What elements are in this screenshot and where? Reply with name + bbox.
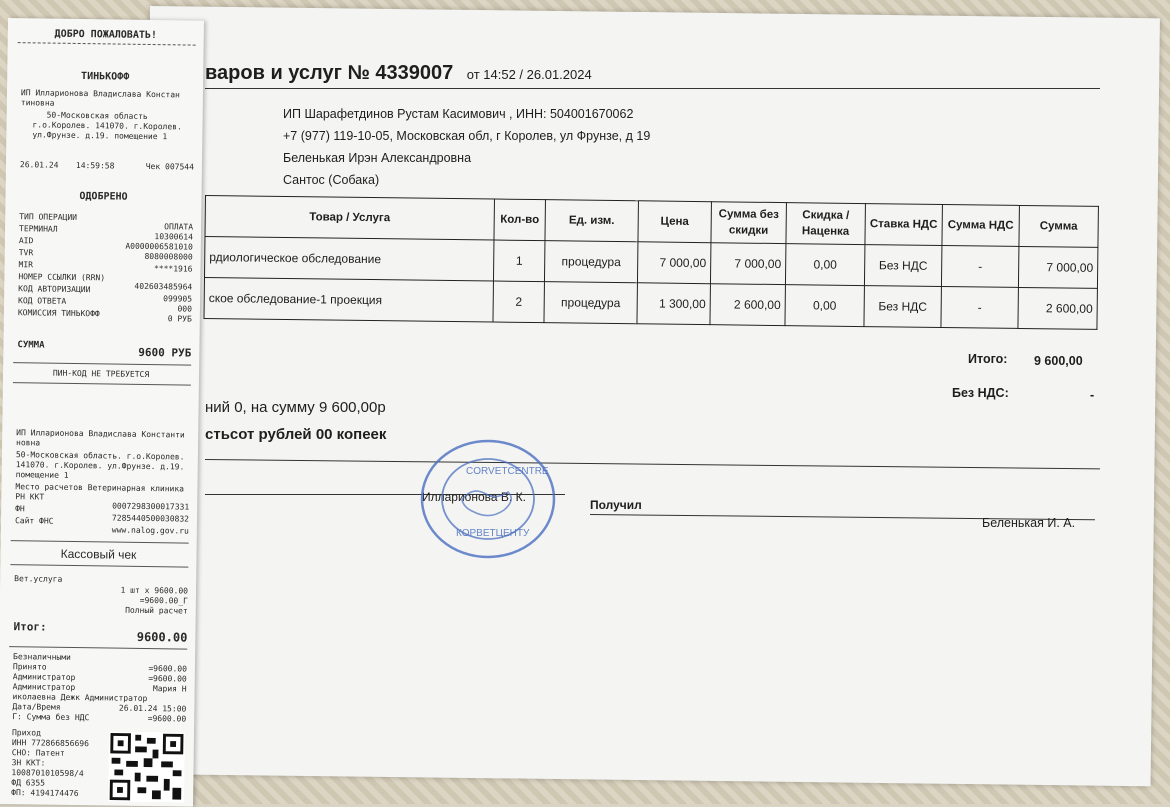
row-total: 2 600,00 — [1018, 287, 1097, 329]
col-header-price: Цена — [638, 201, 711, 243]
row-discount: 0,00 — [785, 285, 864, 327]
qr-code — [107, 731, 186, 802]
receipt-footer-line: 1008701010598/4 — [11, 768, 84, 779]
contacts-line: +7 (977) 119-10-05, Московская обл, г Королев, ул Фрунзе, д 19 — [283, 129, 651, 143]
receipt-org: 50-Московская область. г.о.Королев. — [15, 450, 185, 462]
receipt-pay-value: =9600.00 — [147, 714, 187, 724]
receipt-service: Вет.услуга — [14, 574, 63, 584]
receipt-bank: ТИНЬКОФФ — [81, 71, 130, 83]
row-vat-sum: - — [941, 246, 1018, 288]
receipt-field-label: КОМИССИЯ ТИНЬКОФФ — [17, 308, 100, 319]
col-header-discount: Скидка / Наценка — [786, 203, 865, 245]
receipt-footer-line: ЗН ККТ: — [11, 758, 46, 768]
receipt-address: г.о.Королев. 141070. г.Королев. — [32, 120, 182, 132]
row-price: 1 300,00 — [637, 283, 710, 325]
invoice-date: от 14:52 / 26.01.2024 — [466, 67, 592, 82]
row-qty: 1 — [493, 240, 544, 282]
receipt-field-label: MIR — [18, 260, 34, 270]
receipt-field-label: TVR — [18, 248, 34, 258]
receipt-field-value: 0 РУБ — [167, 314, 192, 324]
receipt-field-label: ТЕРМИНАЛ — [18, 224, 58, 234]
row-price: 7 000,00 — [637, 242, 710, 284]
invoice-header-info — [283, 103, 650, 191]
receipt-approved: ОДОБРЕНО — [79, 191, 128, 203]
receipt-itog-value: 9600.00 — [136, 629, 188, 645]
receipt-cash-title: Кассовый чек — [60, 546, 137, 562]
total-label: Итого: — [968, 352, 1008, 366]
client-line: Беленькая Ирэн Александровна — [283, 151, 472, 165]
row-total: 7 000,00 — [1018, 246, 1097, 288]
receipt-footer-line: Приход — [11, 728, 41, 738]
receipt-pay-label: иколаевна Дежк Администратор — [12, 692, 148, 704]
row-unit: процедура — [544, 241, 637, 283]
row-vat-sum: - — [941, 287, 1018, 329]
receipt-field-value: A0000006581010 — [125, 241, 193, 252]
receipt-sum-value: 9600 РУБ — [138, 345, 192, 360]
receipt-field-label: КОД АВТОРИЗАЦИИ — [18, 284, 91, 295]
receipt-kkt-value: www.nalog.gov.ru — [111, 525, 189, 536]
col-header-total: Сумма — [1019, 205, 1098, 247]
receipt-org: новна — [16, 438, 41, 448]
receipt-date: 26.01.24 — [19, 160, 59, 170]
stamp-text: CORVETCENTRE — [466, 466, 549, 477]
novat-label: Без НДС: — [952, 386, 1009, 400]
receipt-sum-label: СУММА — [17, 340, 45, 351]
col-header-vat-sum: Сумма НДС — [942, 205, 1019, 247]
receipt-divider — [13, 382, 191, 385]
received-label: Получил — [590, 498, 642, 512]
receipt-divider — [13, 362, 191, 365]
clinic-stamp — [418, 438, 558, 560]
receipt-pay-label: Дата/Время — [12, 702, 61, 712]
receipt-check-number: Чек 007544 — [145, 161, 194, 172]
row-sum-no-discount: 2 600,00 — [710, 284, 785, 326]
items-summary: ний 0, на сумму 9 600,00р — [205, 399, 386, 416]
receipt-pay-value: =9600.00 — [148, 674, 187, 684]
receipt-org: ИП Илларионова Владислава Константи — [16, 428, 185, 440]
row-qty: 2 — [493, 281, 544, 323]
invoice-number: варов и услуг № 4339007 — [205, 62, 454, 84]
receipt-field-label: ТИП ОПЕРАЦИИ — [19, 212, 78, 222]
row-item-name: рдиологическое обследование — [204, 237, 493, 282]
total-value: 9 600,00 — [1034, 354, 1083, 368]
row-sum-no-discount: 7 000,00 — [710, 243, 785, 285]
amount-in-words: стьсот рублей 00 копеек — [205, 426, 387, 443]
receipt-merchant: ИП Илларионова Владислава Констан — [20, 88, 180, 100]
payment-receipt — [0, 18, 204, 807]
receiver-name: Беленькая И. А. — [982, 516, 1076, 530]
receipt-field-label: НОМЕР ССЫЛКИ (RRN) — [18, 272, 106, 283]
col-header-vat-rate: Ставка НДС — [865, 204, 942, 246]
receipt-footer-line: ФД 6355 — [11, 778, 46, 788]
receipt-address: ул.Фрунзе. д.19. помещение 1 — [32, 130, 168, 142]
receipt-kkt-value: 0007298300017331 — [112, 501, 190, 512]
col-header-item: Товар / Услуга — [205, 196, 494, 241]
row-unit: процедура — [544, 282, 637, 324]
seller-line: ИП Шарафетдинов Рустам Касимович , ИНН: 504001670062 — [283, 107, 634, 121]
receipt-field-label: КОД ОТВЕТА — [17, 296, 67, 306]
receipt-pay-label: Администратор — [12, 672, 76, 683]
receipt-pin-note: ПИН-КОД НЕ ТРЕБУЕТСЯ — [52, 368, 150, 380]
col-header-qty: Кол-во — [494, 199, 545, 241]
novat-value: - — [1090, 388, 1095, 402]
receipt-pay-label: Безналичными — [13, 652, 71, 662]
items-table — [203, 195, 1098, 330]
row-vat-rate: Без НДС — [864, 286, 941, 328]
title-underline — [205, 88, 1100, 89]
receipt-field-value: 402603485964 — [134, 281, 193, 292]
receipt-welcome: ДОБРО ПОЖАЛОВАТЬ! — [54, 28, 158, 42]
receipt-org: помещение 1 — [15, 470, 69, 480]
receipt-divider — [10, 564, 188, 567]
receipt-pay-label: Принято — [12, 662, 47, 672]
invoice-title — [205, 62, 592, 85]
receipt-divider — [11, 540, 189, 543]
receipt-dash-divider — [18, 42, 196, 45]
receipt-field-value: ОПЛАТА — [164, 222, 194, 232]
receipt-kkt-label: ФН — [15, 504, 25, 514]
receipt-footer-line: СНО: Патент — [11, 748, 65, 758]
receipt-kkt-label: Сайт ФНС — [14, 516, 54, 526]
receipt-time: 14:59:58 — [75, 160, 115, 171]
receipt-footer-line: ИНН 772866856696 — [11, 738, 90, 749]
receipt-field-value: 099905 — [163, 294, 193, 304]
receipt-pay-value: Мария Н — [152, 684, 187, 694]
receipt-kkt-label: РН ККТ — [15, 492, 45, 502]
receipt-item-total: =9600.00_Г — [139, 595, 188, 606]
receipt-field-value: 10300614 — [154, 232, 194, 242]
receipt-org: 141070. г.Королев. ул.Фрунзе. д.19. — [15, 460, 185, 472]
receipt-itog-label: Итог: — [13, 620, 47, 634]
patient-line: Сантос (Собака) — [283, 173, 380, 187]
receipt-pay-label: Г: Сумма без НДС — [12, 712, 90, 723]
row-item-name: ское обследование-1 проекция — [204, 277, 493, 322]
row-vat-rate: Без НДС — [864, 245, 941, 287]
receipt-divider — [9, 646, 187, 649]
col-header-sum-no-discount: Сумма без скидки — [711, 202, 786, 244]
receipt-pay-value: 26.01.24 15:00 — [118, 703, 187, 714]
receipt-place: Место расчетов Ветеринарная клиника — [15, 482, 185, 494]
receipt-full-payment: Полный расчет — [125, 605, 188, 616]
receipt-field-value: 8080008000 — [144, 251, 193, 262]
col-header-unit: Ед. изм. — [545, 200, 638, 242]
receipt-pay-value: =9600.00 — [148, 664, 187, 674]
receipt-merchant-cont: тиновна — [20, 98, 55, 108]
receipt-address: 50-Московская область — [46, 110, 148, 121]
receipt-footer-line: ФП: 4194174476 — [11, 788, 79, 799]
receipt-field-label: AID — [18, 236, 34, 246]
receipt-field-value: ****1916 — [153, 264, 193, 274]
receipt-kkt-value: 7285440500030832 — [111, 513, 190, 524]
issuer-name: Илларионова В. К. — [422, 490, 526, 504]
receipt-qty-line: 1 шт x 9600.00 — [120, 585, 189, 596]
receipt-pay-label: Администратор — [12, 682, 76, 693]
stamp-bottom-text: КОРВЕТЦЕНТУ — [456, 528, 530, 539]
row-discount: 0,00 — [785, 244, 864, 286]
receipt-field-value: 000 — [177, 304, 193, 314]
